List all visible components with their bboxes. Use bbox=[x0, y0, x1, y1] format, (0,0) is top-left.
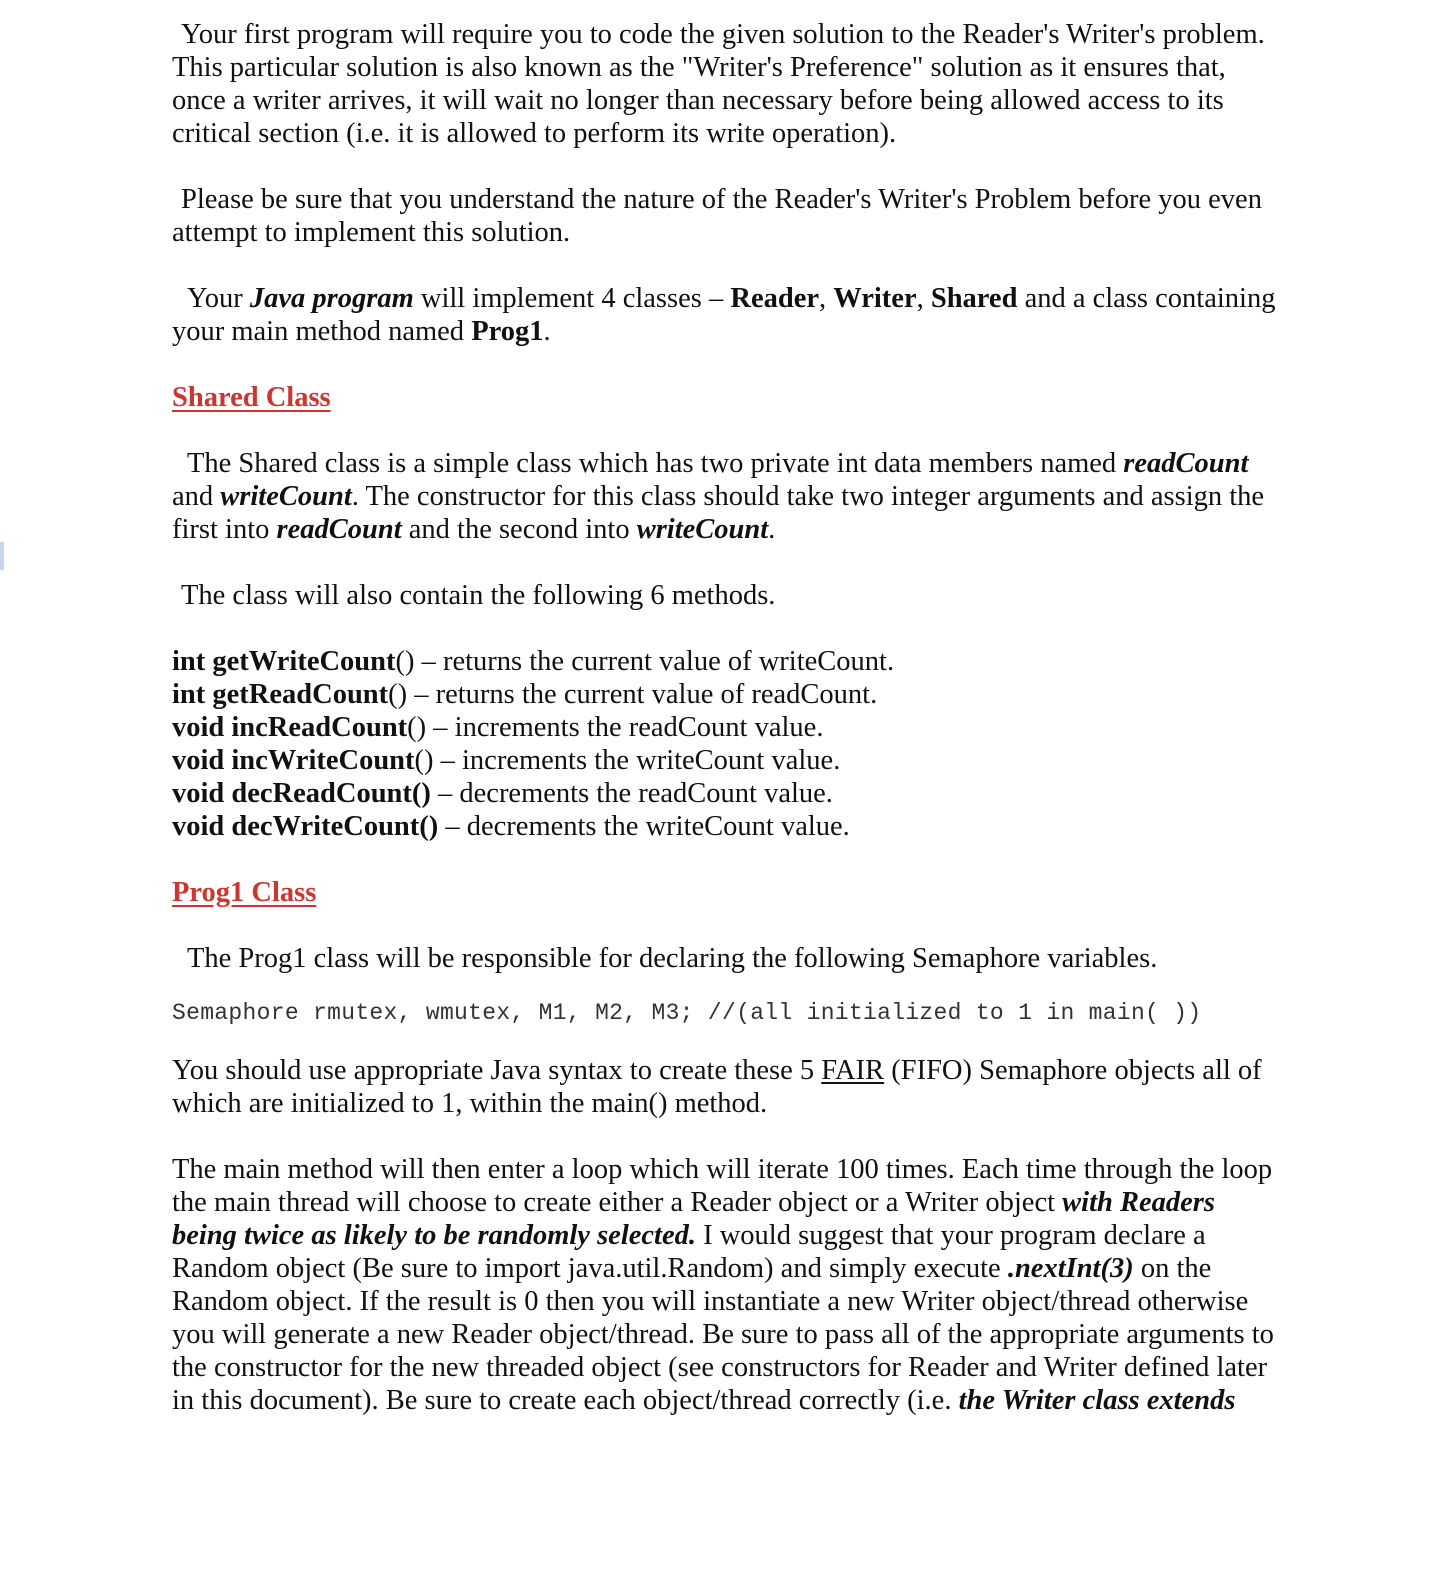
text-span: and the second into bbox=[401, 514, 637, 545]
shared-paragraph-line-3 bbox=[172, 513, 1322, 546]
main-line-7: the constructor for the new threaded object (see constructors for Reader and Writer defined later bbox=[172, 1352, 1268, 1383]
main-loop-paragraph bbox=[172, 1153, 1322, 1417]
intro-line-1: Your first program will require you to code the given solution to the Reader's Writer's problem. bbox=[181, 19, 1265, 50]
intro-line-2: This particular solution is also known as the "Writer's Preference" solution as it ensures that, bbox=[172, 52, 1226, 83]
intro-line-3: once a writer arrives, it will wait no longer than necessary before being allowed access to its bbox=[172, 85, 1224, 116]
java-program-emphasis: Java program bbox=[249, 283, 414, 314]
main-line-8 bbox=[172, 1384, 1322, 1417]
shared-class-name: Shared bbox=[930, 283, 1018, 314]
nextint-emphasis: .nextInt(3) bbox=[1007, 1253, 1134, 1284]
writer-extends-emphasis: the Writer class extends bbox=[958, 1385, 1236, 1416]
text-span: first into bbox=[172, 514, 277, 545]
text-span: Random object (Be sure to import java.util.Random) and simply execute bbox=[172, 1253, 1008, 1284]
intro-paragraph-cont bbox=[172, 51, 1322, 150]
method-description: – increments the writeCount value. bbox=[433, 745, 841, 776]
understand-paragraph-line-2: attempt to implement this solution. bbox=[172, 217, 571, 248]
method-description: – returns the current value of readCount. bbox=[407, 679, 878, 710]
text-span: will implement 4 classes – bbox=[413, 283, 731, 314]
main-line-2 bbox=[172, 1186, 1322, 1219]
method-description: – returns the current value of writeCount. bbox=[414, 646, 895, 677]
reader-class-name: Reader bbox=[730, 283, 819, 314]
write-count-emphasis: writeCount bbox=[636, 514, 769, 545]
read-count-emphasis: readCount bbox=[1123, 448, 1249, 479]
main-line-6: you will generate a new Reader object/thread. Be sure to pass all of the appropriate arguments to bbox=[172, 1319, 1274, 1350]
intro-line-4: critical section (i.e. it is allowed to perform its write operation). bbox=[172, 118, 897, 149]
text-span: and bbox=[172, 481, 221, 512]
method-description: – decrements the writeCount value. bbox=[438, 811, 850, 842]
text-span: . bbox=[768, 514, 776, 545]
readers-emphasis: with Readers bbox=[1062, 1187, 1215, 1218]
method-item bbox=[172, 711, 1322, 744]
document-body bbox=[172, 18, 1322, 1417]
writer-class-name: Writer bbox=[833, 283, 917, 314]
prog1-intro: The Prog1 class will be responsible for declaring the following Semaphore variables. bbox=[187, 943, 1158, 974]
text-span: . bbox=[543, 316, 551, 347]
text-span: The Shared class is a simple class which has two private int data members named bbox=[187, 448, 1124, 479]
method-item bbox=[172, 777, 1322, 810]
twice-likely-emphasis: being twice as likely to be randomly selected. bbox=[172, 1220, 696, 1251]
main-line-5: Random object. If the result is 0 then you will instantiate a new Writer object/thread otherwise bbox=[172, 1286, 1249, 1317]
methods-list bbox=[172, 645, 1322, 843]
text-span: , bbox=[819, 283, 834, 314]
fair-paragraph-line-1 bbox=[172, 1054, 1322, 1087]
method-signature: int getReadCount bbox=[172, 679, 389, 710]
method-signature: void decWriteCount() bbox=[172, 811, 439, 842]
prog1-class-heading: Prog1 Class bbox=[172, 877, 317, 908]
shared-paragraph-line-1 bbox=[172, 447, 1322, 480]
methods-intro: The class will also contain the following 6 methods. bbox=[181, 580, 776, 611]
method-signature: int getWriteCount bbox=[172, 646, 396, 677]
text-span: , bbox=[916, 283, 931, 314]
main-line-4 bbox=[172, 1252, 1322, 1285]
prog1-class-name: Prog1 bbox=[471, 316, 544, 347]
write-count-emphasis: writeCount bbox=[220, 481, 352, 512]
intro-paragraph bbox=[172, 18, 1322, 51]
method-item bbox=[172, 744, 1322, 777]
method-item bbox=[172, 678, 1322, 711]
fair-paragraph-line-2: which are initialized to 1, within the main() method. bbox=[172, 1088, 768, 1119]
method-item bbox=[172, 645, 1322, 678]
main-line-1: The main method will then enter a loop which will iterate 100 times. Each time through the loop bbox=[172, 1154, 1273, 1185]
method-signature: void incWriteCount bbox=[172, 745, 415, 776]
method-description: – increments the readCount value. bbox=[426, 712, 824, 743]
text-span: your main method named bbox=[172, 316, 472, 347]
left-margin-marker bbox=[0, 542, 4, 570]
method-signature: void incReadCount bbox=[172, 712, 408, 743]
understand-paragraph-line-1: Please be sure that you understand the nature of the Reader's Writer's Problem before you even bbox=[181, 184, 1262, 215]
text-span: (FIFO) Semaphore objects all of bbox=[884, 1055, 1262, 1086]
text-span: in this document). Be sure to create each object/thread correctly (i.e. bbox=[172, 1385, 959, 1416]
fair-underlined: FAIR bbox=[821, 1055, 885, 1086]
text-span: Your bbox=[187, 283, 250, 314]
shared-paragraph-line-2 bbox=[172, 480, 1322, 513]
text-span: the main thread will choose to create either a Reader object or a Writer object bbox=[172, 1187, 1063, 1218]
text-span: You should use appropriate Java syntax to create these 5 bbox=[172, 1055, 822, 1086]
shared-class-heading: Shared Class bbox=[172, 382, 331, 413]
classes-paragraph-line-1 bbox=[172, 282, 1322, 315]
classes-paragraph-line-2 bbox=[172, 315, 1322, 348]
method-parens: () bbox=[414, 745, 434, 776]
method-description: – decrements the readCount value. bbox=[430, 778, 833, 809]
text-span: on the bbox=[1133, 1253, 1212, 1284]
method-parens: () bbox=[407, 712, 427, 743]
text-span: . The constructor for this class should take two integer arguments and assign the bbox=[351, 481, 1265, 512]
read-count-emphasis: readCount bbox=[276, 514, 402, 545]
method-parens: () bbox=[395, 646, 415, 677]
method-item bbox=[172, 810, 1322, 843]
method-signature: void decReadCount() bbox=[172, 778, 431, 809]
semaphore-declaration-code: Semaphore rmutex, wmutex, M1, M2, M3; //(all initialized to 1 in main( )) bbox=[172, 1000, 1202, 1026]
text-span: I would suggest that your program declare a bbox=[695, 1220, 1206, 1251]
method-parens: () bbox=[388, 679, 408, 710]
text-span: and a class containing bbox=[1017, 283, 1276, 314]
main-line-3 bbox=[172, 1219, 1322, 1252]
